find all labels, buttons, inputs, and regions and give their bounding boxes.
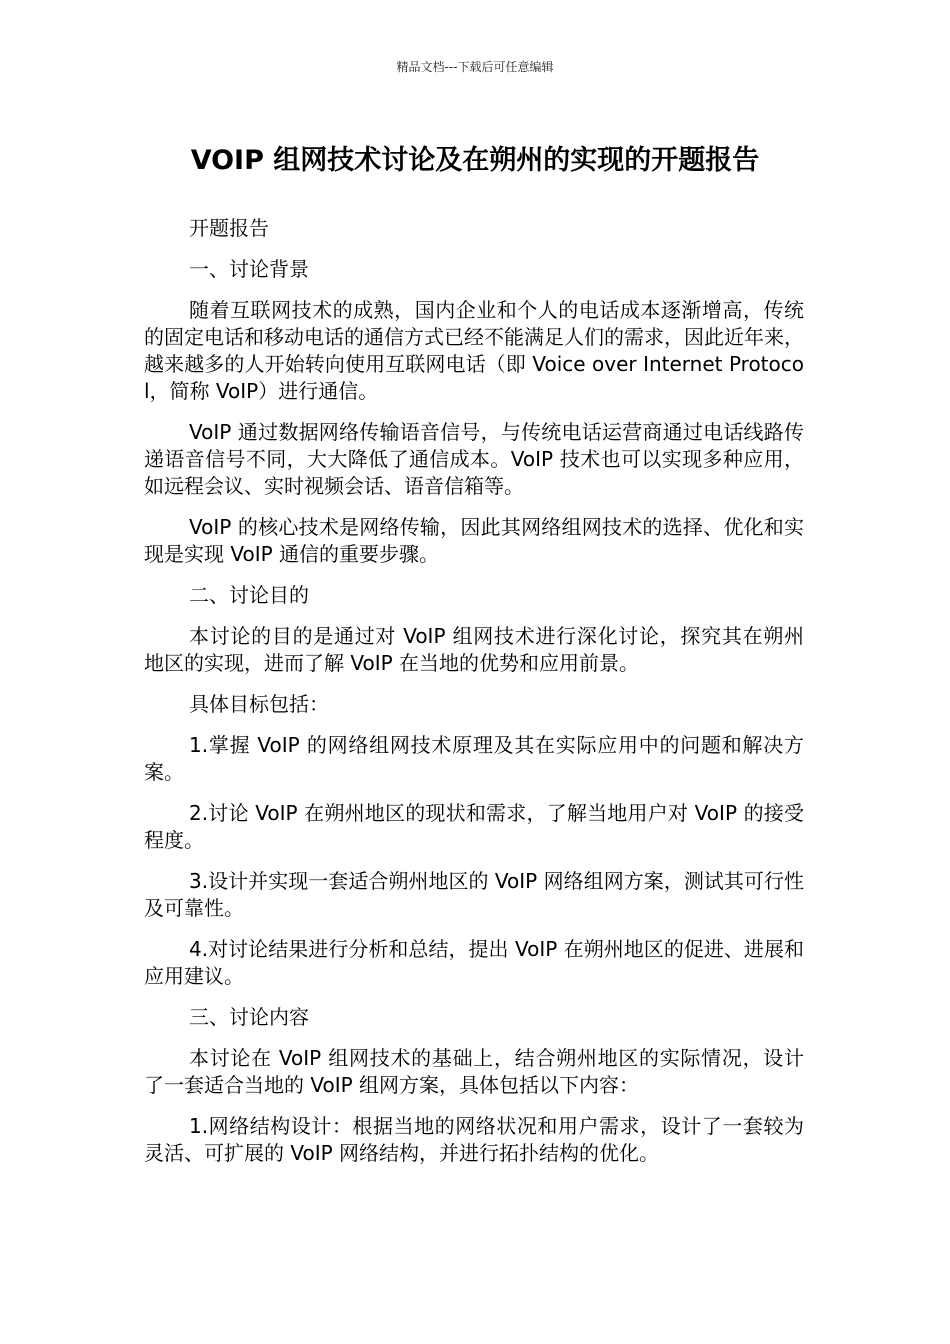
paragraph: 具体目标包括： — [189, 692, 329, 716]
paragraph: 本讨论在 VoIP 组网技术的基础上，结合朔州地区的实际情况，设计了一套适合当地的 VoIP 组网方案，具体包括以下内容： — [144, 1046, 804, 1097]
paragraph: 随着互联网技术的成熟，国内企业和个人的电话成本逐渐增高，传统的固定电话和移动电话的通信方式已经不能满足人们的需求，因此近年来，越来越多的人开始转向使用互联网电话（即 Voice over Internet Protocol，简称 VoIP）进行通信。 — [144, 298, 804, 403]
section-heading-content: 三、讨论内容 — [189, 1005, 309, 1029]
section-heading-background: 一、讨论背景 — [189, 257, 309, 281]
paragraph: 本讨论的目的是通过对 VoIP 组网技术进行深化讨论，探究其在朔州地区的实现，进而了解 VoIP 在当地的优势和应用前景。 — [144, 624, 804, 675]
document-body — [144, 215, 804, 1181]
section-heading-purpose: 二、讨论目的 — [189, 583, 309, 607]
paragraph-heading-report: 开题报告 — [189, 216, 269, 240]
list-item: 2.讨论 VoIP 在朔州地区的现状和需求，了解当地用户对 VoIP 的接受程度。 — [144, 801, 804, 852]
paragraph: VoIP 的核心技术是网络传输，因此其网络组网技术的选择、优化和实现是实现 VoIP 通信的重要步骤。 — [144, 515, 804, 566]
paragraph: VoIP 通过数据网络传输语音信号，与传统电话运营商通过电话线路传递语音信号不同，大大降低了通信成本。VoIP 技术也可以实现多种应用，如远程会议、实时视频会话、语音信箱等。 — [144, 420, 804, 498]
document-title: VOIP 组网技术讨论及在朔州的实现的开题报告 — [190, 145, 760, 176]
list-item: 3.设计并实现一套适合朔州地区的 VoIP 网络组网方案，测试其可行性及可靠性。 — [144, 869, 804, 920]
list-item: 4.对讨论结果进行分析和总结，提出 VoIP 在朔州地区的促进、进展和应用建议。 — [144, 937, 804, 988]
list-item: 1.网络结构设计：根据当地的网络状况和用户需求，设计了一套较为灵活、可扩展的 VoIP 网络结构，并进行拓扑结构的优化。 — [144, 1114, 804, 1165]
header-note: 精品文档---下载后可任意编辑 — [396, 60, 554, 74]
list-item: 1.掌握 VoIP 的网络组网技术原理及其在实际应用中的问题和解决方案。 — [144, 733, 804, 784]
